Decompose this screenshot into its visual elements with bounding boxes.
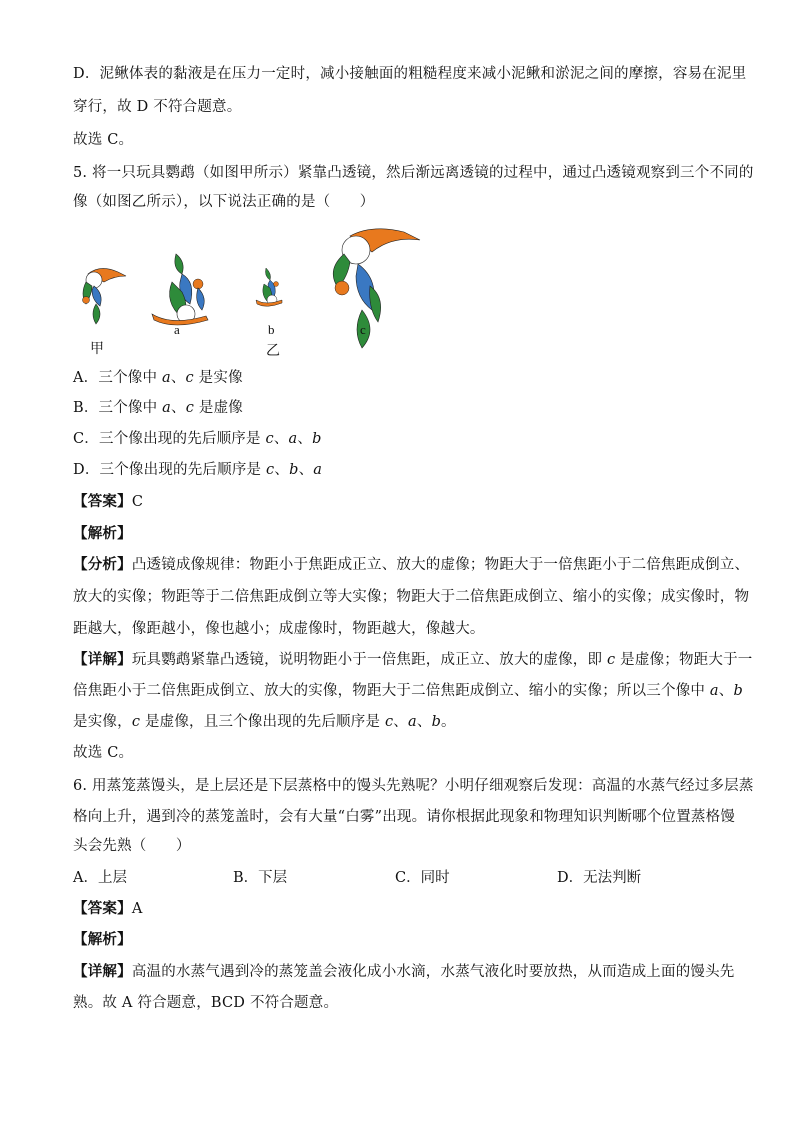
question-6-stem: 6. 用蒸笼蒸馒头，是上层还是下层蒸格中的馒头先熟呢？小明仔细观察后发现：高温的水蒸气经过多层蒸	[73, 778, 754, 794]
text-line: D．泥鳅体表的黏液是在压力一定时，减小接触面的粗糙程度来减小泥鳅和淤泥之间的摩擦，容易在泥里	[73, 66, 747, 82]
question-5-stem: 5. 将一只玩具鹦鹉（如图甲所示）紧靠凸透镜，然后渐远离透镜的过程中，通过凸透镜观察到三个不同的	[73, 165, 754, 181]
q5-detail: 是实像，c 是虚像，且三个像出现的先后顺序是 c、a、b。	[73, 714, 456, 730]
q6-option-a: A．上层	[73, 870, 127, 886]
text-line: 故选 C。	[73, 132, 134, 148]
q5-analysis: 距越大，像距越小，像也越小；成虚像时，物距越大，像越大。	[73, 621, 485, 637]
parrot-a	[152, 254, 208, 325]
q6-detail: 【详解】高温的水蒸气遇到冷的蒸笼盖会液化成小水滴，水蒸气液化时要放热，从而造成上面的馒头先	[73, 963, 735, 980]
option-d: D．三个像出现的先后顺序是 c、b、a	[73, 462, 323, 478]
figure-label-b: b	[268, 322, 275, 337]
option-c: C．三个像出现的先后顺序是 c、a、b	[73, 431, 322, 447]
q6-option-d: D．无法判断	[557, 870, 642, 886]
parrot-lens-figure	[70, 222, 430, 362]
parrot-images-illustration	[70, 222, 430, 362]
question-5-stem: 像（如图乙所示），以下说法正确的是（ ）	[73, 194, 375, 210]
q6-jiexi: 【解析】	[73, 931, 132, 948]
parrot-jia	[83, 268, 127, 324]
question-6-stem: 格向上升，遇到冷的蒸笼盖时，会有大量“白雾”出现。请你根据此现象和物理知识判断哪个位置蒸格馒	[73, 809, 736, 825]
question-6-stem: 头会先熟（ ）	[73, 838, 191, 854]
parrot-c	[333, 229, 420, 348]
q5-choose: 故选 C。	[73, 745, 134, 761]
q6-answer: 【答案】A	[73, 900, 143, 917]
parrot-b	[256, 268, 282, 306]
q5-answer: 【答案】C	[73, 493, 144, 510]
option-b: B．三个像中 a、c 是虚像	[73, 400, 243, 416]
q5-analysis: 放大的实像；物距等于二倍焦距成倒立等大实像；物距大于二倍焦距成倒立、缩小的实像；成实像时，物	[73, 589, 750, 605]
option-a: A．三个像中 a、c 是实像	[73, 370, 243, 386]
figure-label-jia: 甲	[90, 342, 104, 357]
q6-option-b: B．下层	[233, 870, 288, 886]
q6-option-c: C．同时	[395, 870, 450, 886]
q5-detail: 倍焦距小于二倍焦距成倒立、放大的实像，物距大于二倍焦距成倒立、缩小的实像；所以三个像中 a、b	[73, 683, 743, 699]
figure-label-a: a	[174, 322, 180, 337]
q5-detail: 【详解】玩具鹦鹉紧靠凸透镜，说明物距小于一倍焦距，成正立、放大的虚像，即 c 是虚像；物距大于一	[73, 651, 753, 668]
figure-label-c: c	[360, 322, 366, 337]
text-line: 穿行，故 D 不符合题意。	[73, 99, 242, 115]
q6-detail: 熟。故 A 符合题意，BCD 不符合题意。	[73, 995, 339, 1011]
figure-label-yi: 乙	[266, 344, 280, 359]
q5-analysis: 【分析】凸透镜成像规律：物距小于焦距成正立、放大的虚像；物距大于一倍焦距小于二倍焦距成倒立、	[73, 556, 750, 573]
q5-jiexi: 【解析】	[73, 525, 132, 542]
